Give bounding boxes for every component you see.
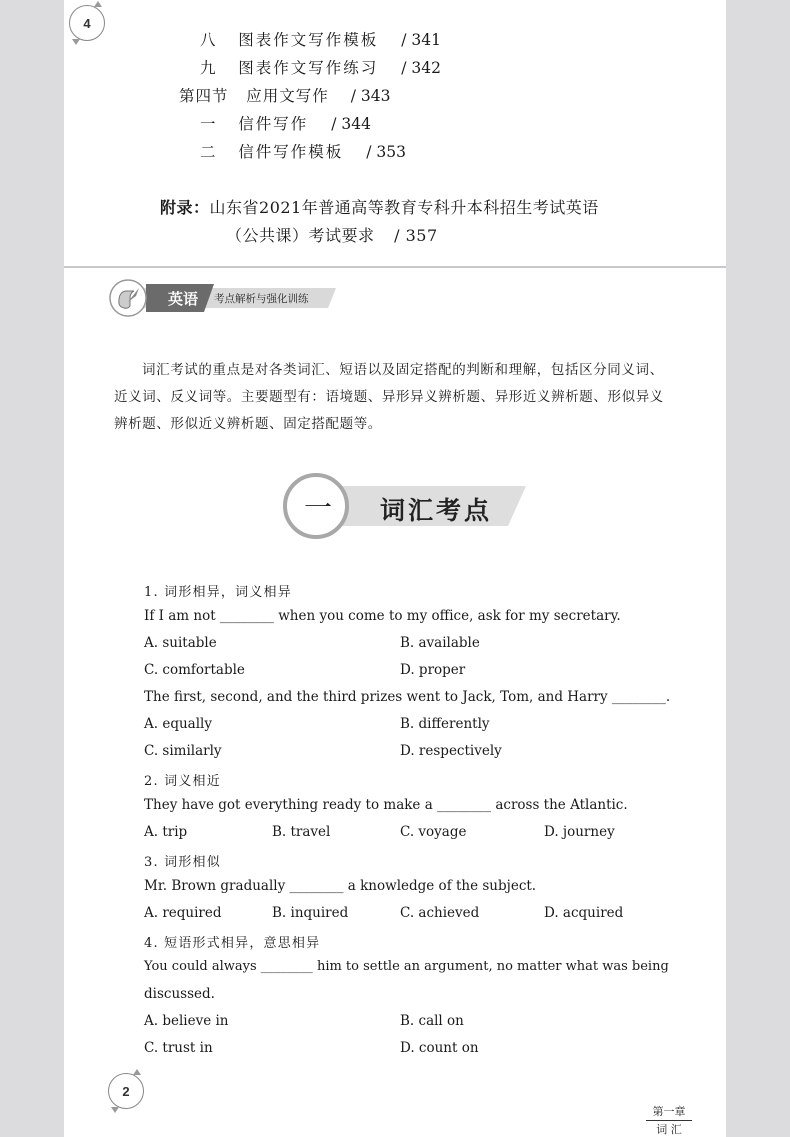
arrow-up-icon [133, 1069, 141, 1075]
option-c: C. voyage [400, 824, 467, 840]
chapter-rule [646, 1120, 692, 1121]
toc-title: 应用文写作 [246, 87, 329, 105]
arrow-up-icon [94, 1, 102, 7]
option-d: D. acquired [544, 905, 624, 921]
toc-page: / 344 [331, 115, 371, 133]
option-d: D. journey [544, 824, 615, 840]
option-a: A. suitable [144, 635, 217, 651]
option-b: B. inquired [272, 905, 349, 921]
option-c: C. comfortable [144, 662, 245, 678]
chapter-name: 词 汇 [656, 1123, 682, 1136]
section-header [282, 470, 532, 540]
option-a: A. trip [144, 824, 188, 840]
toc-page: / 353 [366, 143, 406, 161]
chapter-label: 第一章 [652, 1105, 686, 1118]
question-stem: You could always ________ him to settle an argument, no matter what was being [144, 959, 669, 974]
toc-num: 八 [200, 31, 218, 49]
page-divider [64, 266, 726, 268]
bottom-page-number-text: 2 [122, 1083, 130, 1099]
question-stem-cont: discussed. [144, 986, 215, 1002]
arrow-down-icon [72, 39, 80, 45]
option-a: A. required [144, 905, 222, 921]
intro-paragraph: 词汇考试的重点是对各类词汇、短语以及固定搭配的判断和理解，包括区分同义词、近义词、反义词等。主要题型有：语境题、异形异义辨析题、异形近义辨析题、形似异义辨析题、形似近义辨析题、固定搭配题等。 [114, 362, 664, 432]
toc-num: 九 [200, 59, 218, 77]
question-heading: 1. 词形相异，词义相异 [144, 585, 292, 600]
appendix-line-2 [226, 223, 438, 246]
top-page-number-text: 4 [83, 15, 91, 31]
section-number: 一 [304, 491, 333, 524]
toc-item [200, 56, 441, 78]
appendix-page: / 357 [394, 226, 438, 245]
appendix-line-1 [160, 195, 599, 218]
toc-num: 第四节 [179, 87, 229, 105]
toc-title: 信件写作 [238, 115, 309, 133]
option-b: B. differently [400, 716, 490, 732]
toc-page: / 342 [401, 59, 441, 77]
toc-page: / 341 [401, 31, 441, 49]
chapter-tag [646, 1104, 692, 1137]
option-c: C. trust in [144, 1040, 213, 1056]
section-title: 词汇考点 [380, 496, 493, 525]
toc-item [200, 112, 371, 134]
toc-item [200, 28, 441, 50]
question-stem: Mr. Brown gradually ________ a knowledge of the subject. [144, 878, 537, 894]
question-heading: 4. 短语形式相异，意思相异 [144, 936, 321, 951]
banner-subtitle: 考点解析与强化训练 [214, 293, 309, 305]
option-b: B. available [400, 635, 480, 651]
option-d: D. respectively [400, 743, 502, 759]
option-b: B. call on [400, 1013, 464, 1029]
appendix-label: 附录： [160, 198, 210, 217]
toc-item [200, 140, 406, 162]
option-c: C. similarly [144, 743, 222, 759]
option-d: D. count on [400, 1040, 479, 1056]
top-page-number [69, 5, 105, 41]
bottom-page-number [108, 1073, 144, 1109]
toc-title: 图表作文写作练习 [238, 59, 379, 77]
question-stem: They have got everything ready to make a ________ across the Atlantic. [144, 797, 628, 813]
appendix-title-cont: （公共课）考试要求 [226, 226, 375, 245]
option-c: C. achieved [400, 905, 480, 921]
toc-num: 二 [200, 143, 218, 161]
toc-page: / 343 [350, 87, 391, 105]
question-stem: If I am not ________ when you come to my office, ask for my secretary. [144, 608, 621, 624]
option-d: D. proper [400, 662, 466, 678]
arrow-down-icon [111, 1107, 119, 1113]
toc-item [179, 84, 390, 106]
option-a: A. equally [144, 716, 212, 732]
banner-subject: 英语 [168, 290, 199, 308]
question-heading: 2. 词义相近 [144, 774, 221, 789]
book-banner [108, 278, 340, 318]
question-stem: The first, second, and the third prizes went to Jack, Tom, and Harry ________. [144, 689, 671, 705]
toc-num: 一 [200, 115, 218, 133]
quill-scroll-icon [114, 284, 142, 312]
appendix-title: 山东省2021年普通高等教育专科升本科招生考试英语 [209, 198, 599, 217]
option-b: B. travel [272, 824, 331, 840]
option-a: A. believe in [144, 1013, 229, 1029]
toc-title: 图表作文写作模板 [238, 31, 379, 49]
question-heading: 3. 词形相似 [144, 855, 221, 870]
toc-title: 信件写作模板 [238, 143, 344, 161]
